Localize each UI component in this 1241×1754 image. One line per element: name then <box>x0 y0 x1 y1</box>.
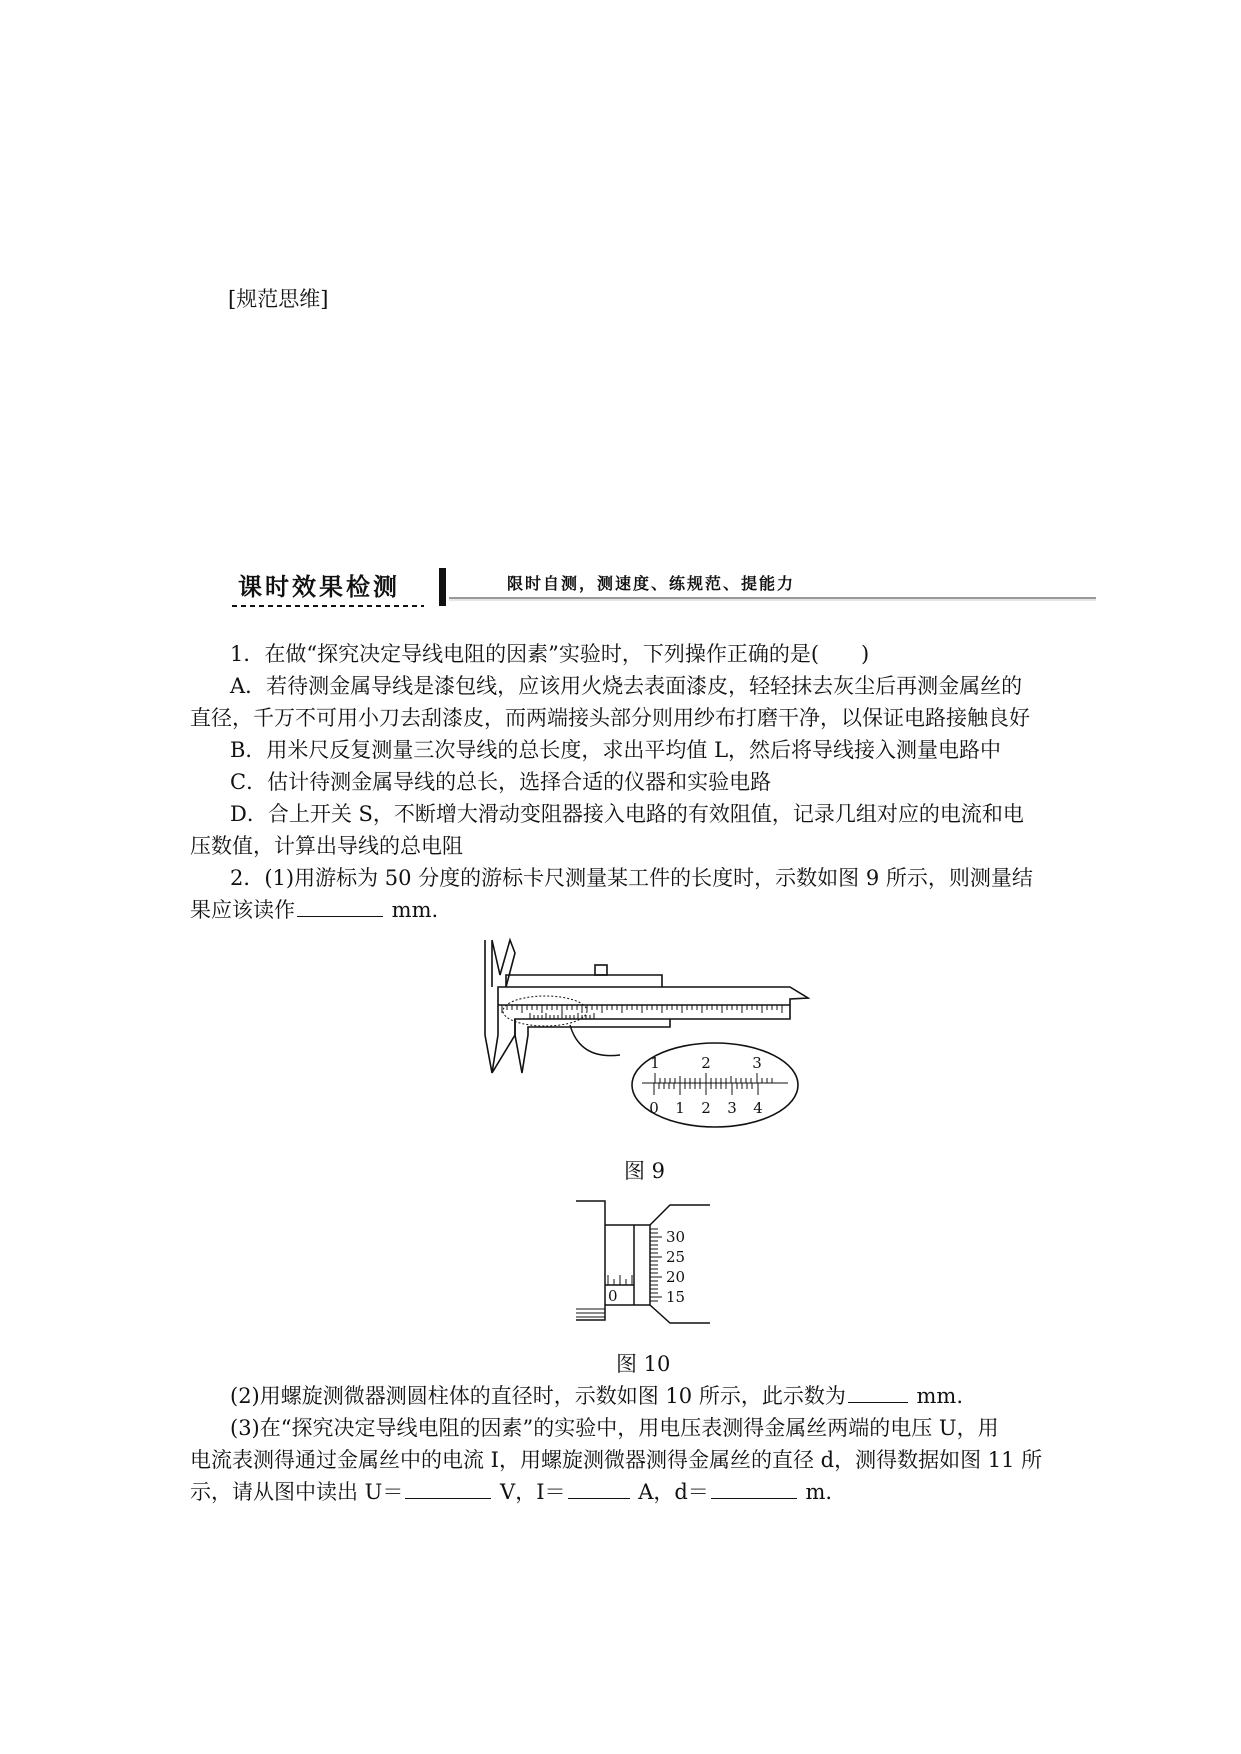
q1-option-a-line1: A．若待测金属导线是漆包线，应该用火烧去表面漆皮，轻轻抹去灰尘后再测金属丝的 <box>230 674 1023 698</box>
fig10-sleeve-label-0: 0 <box>608 1287 618 1305</box>
q2-part2 <box>190 1380 1090 1412</box>
answer-blank-micrometer[interactable] <box>848 1380 908 1403</box>
fig10-thimble-label-25: 25 <box>666 1248 686 1266</box>
q2-part3-text-u: 示，请从图中读出 U＝ <box>190 1480 404 1504</box>
figure-10-caption: 图 10 <box>616 1352 671 1376</box>
fig9-main-label-2: 2 <box>701 1054 711 1072</box>
q2-part3-line3 <box>190 1476 1050 1508</box>
answer-blank-voltage[interactable] <box>405 1476 491 1499</box>
answer-blank-diameter[interactable] <box>711 1476 797 1499</box>
q2-part1-text: 果应该读作 <box>190 898 295 922</box>
q1-option-d-line1: D．合上开关 S，不断增大滑动变阻器接入电路的有效阻值，记录几组对应的电流和电 <box>230 802 1024 826</box>
fig9-vernier-label-0: 0 <box>649 1099 659 1117</box>
fig9-main-label-1: 1 <box>650 1054 660 1072</box>
q2-part1-line1: 2．(1)用游标为 50 分度的游标卡尺测量某工件的长度时，示数如图 9 所示，则测量结 <box>230 866 1033 890</box>
q2-part1-unit: mm. <box>385 898 439 922</box>
fig9-vernier-label-3: 3 <box>727 1099 737 1117</box>
section-heading-subtitle: 限时自测，测速度、练规范、提能力 <box>507 574 796 593</box>
figure-9-caption: 图 9 <box>624 1159 666 1183</box>
q1-option-a-line2: 直径，千万不可用小刀去刮漆皮，而两端接头部分则用纱布打磨干净，以保证电路接触良好 <box>190 706 1030 730</box>
section-label: [规范思维] <box>228 287 329 311</box>
fig10-thimble-label-20: 20 <box>666 1268 686 1286</box>
section-heading-title: 课时效果检测 <box>238 573 400 601</box>
q1-option-b: B．用米尺反复测量三次导线的总长度，求出平均值 L，然后将导线接入测量电路中 <box>230 738 1002 762</box>
answer-blank-caliper[interactable] <box>297 894 383 917</box>
fig10-thimble-label-15: 15 <box>666 1288 686 1306</box>
q1-option-c: C．估计待测金属导线的总长，选择合适的仪器和实验电路 <box>230 770 772 794</box>
answer-blank-current[interactable] <box>568 1476 630 1499</box>
fig9-vernier-label-2: 2 <box>701 1099 711 1117</box>
q2-part3-text-unit: m. <box>798 1480 833 1504</box>
q2-part3-line1: (3)在“探究决定导线电阻的因素”的实验中，用电压表测得金属丝两端的电压 U，用 <box>230 1416 999 1440</box>
q2-part1-line2 <box>190 894 1050 926</box>
q2-part2-text: (2)用螺旋测微器测圆柱体的直径时，示数如图 10 所示，此示数为 <box>230 1384 846 1408</box>
q2-part3-text-i: V，I＝ <box>493 1480 566 1504</box>
figure-10-micrometer <box>570 1197 720 1337</box>
q1-stem: 1．在做“探究决定导线电阻的因素”实验时，下列操作正确的是( ) <box>230 642 870 666</box>
fig9-vernier-label-1: 1 <box>675 1099 685 1117</box>
figure-9-vernier-caliper <box>470 935 810 1130</box>
fig9-vernier-label-4: 4 <box>753 1099 763 1117</box>
q2-part3-line2: 电流表测得通过金属丝中的电流 I，用螺旋测微器测得金属丝的直径 d，测得数据如图 11 所 <box>190 1448 1043 1472</box>
fig9-main-label-3: 3 <box>752 1054 762 1072</box>
q2-part2-unit: mm. <box>909 1384 964 1408</box>
q1-option-d-line2: 压数值，计算出导线的总电阻 <box>190 834 463 858</box>
fig10-thimble-label-30: 30 <box>666 1228 686 1246</box>
q2-part3-text-d: A，d＝ <box>631 1480 709 1504</box>
